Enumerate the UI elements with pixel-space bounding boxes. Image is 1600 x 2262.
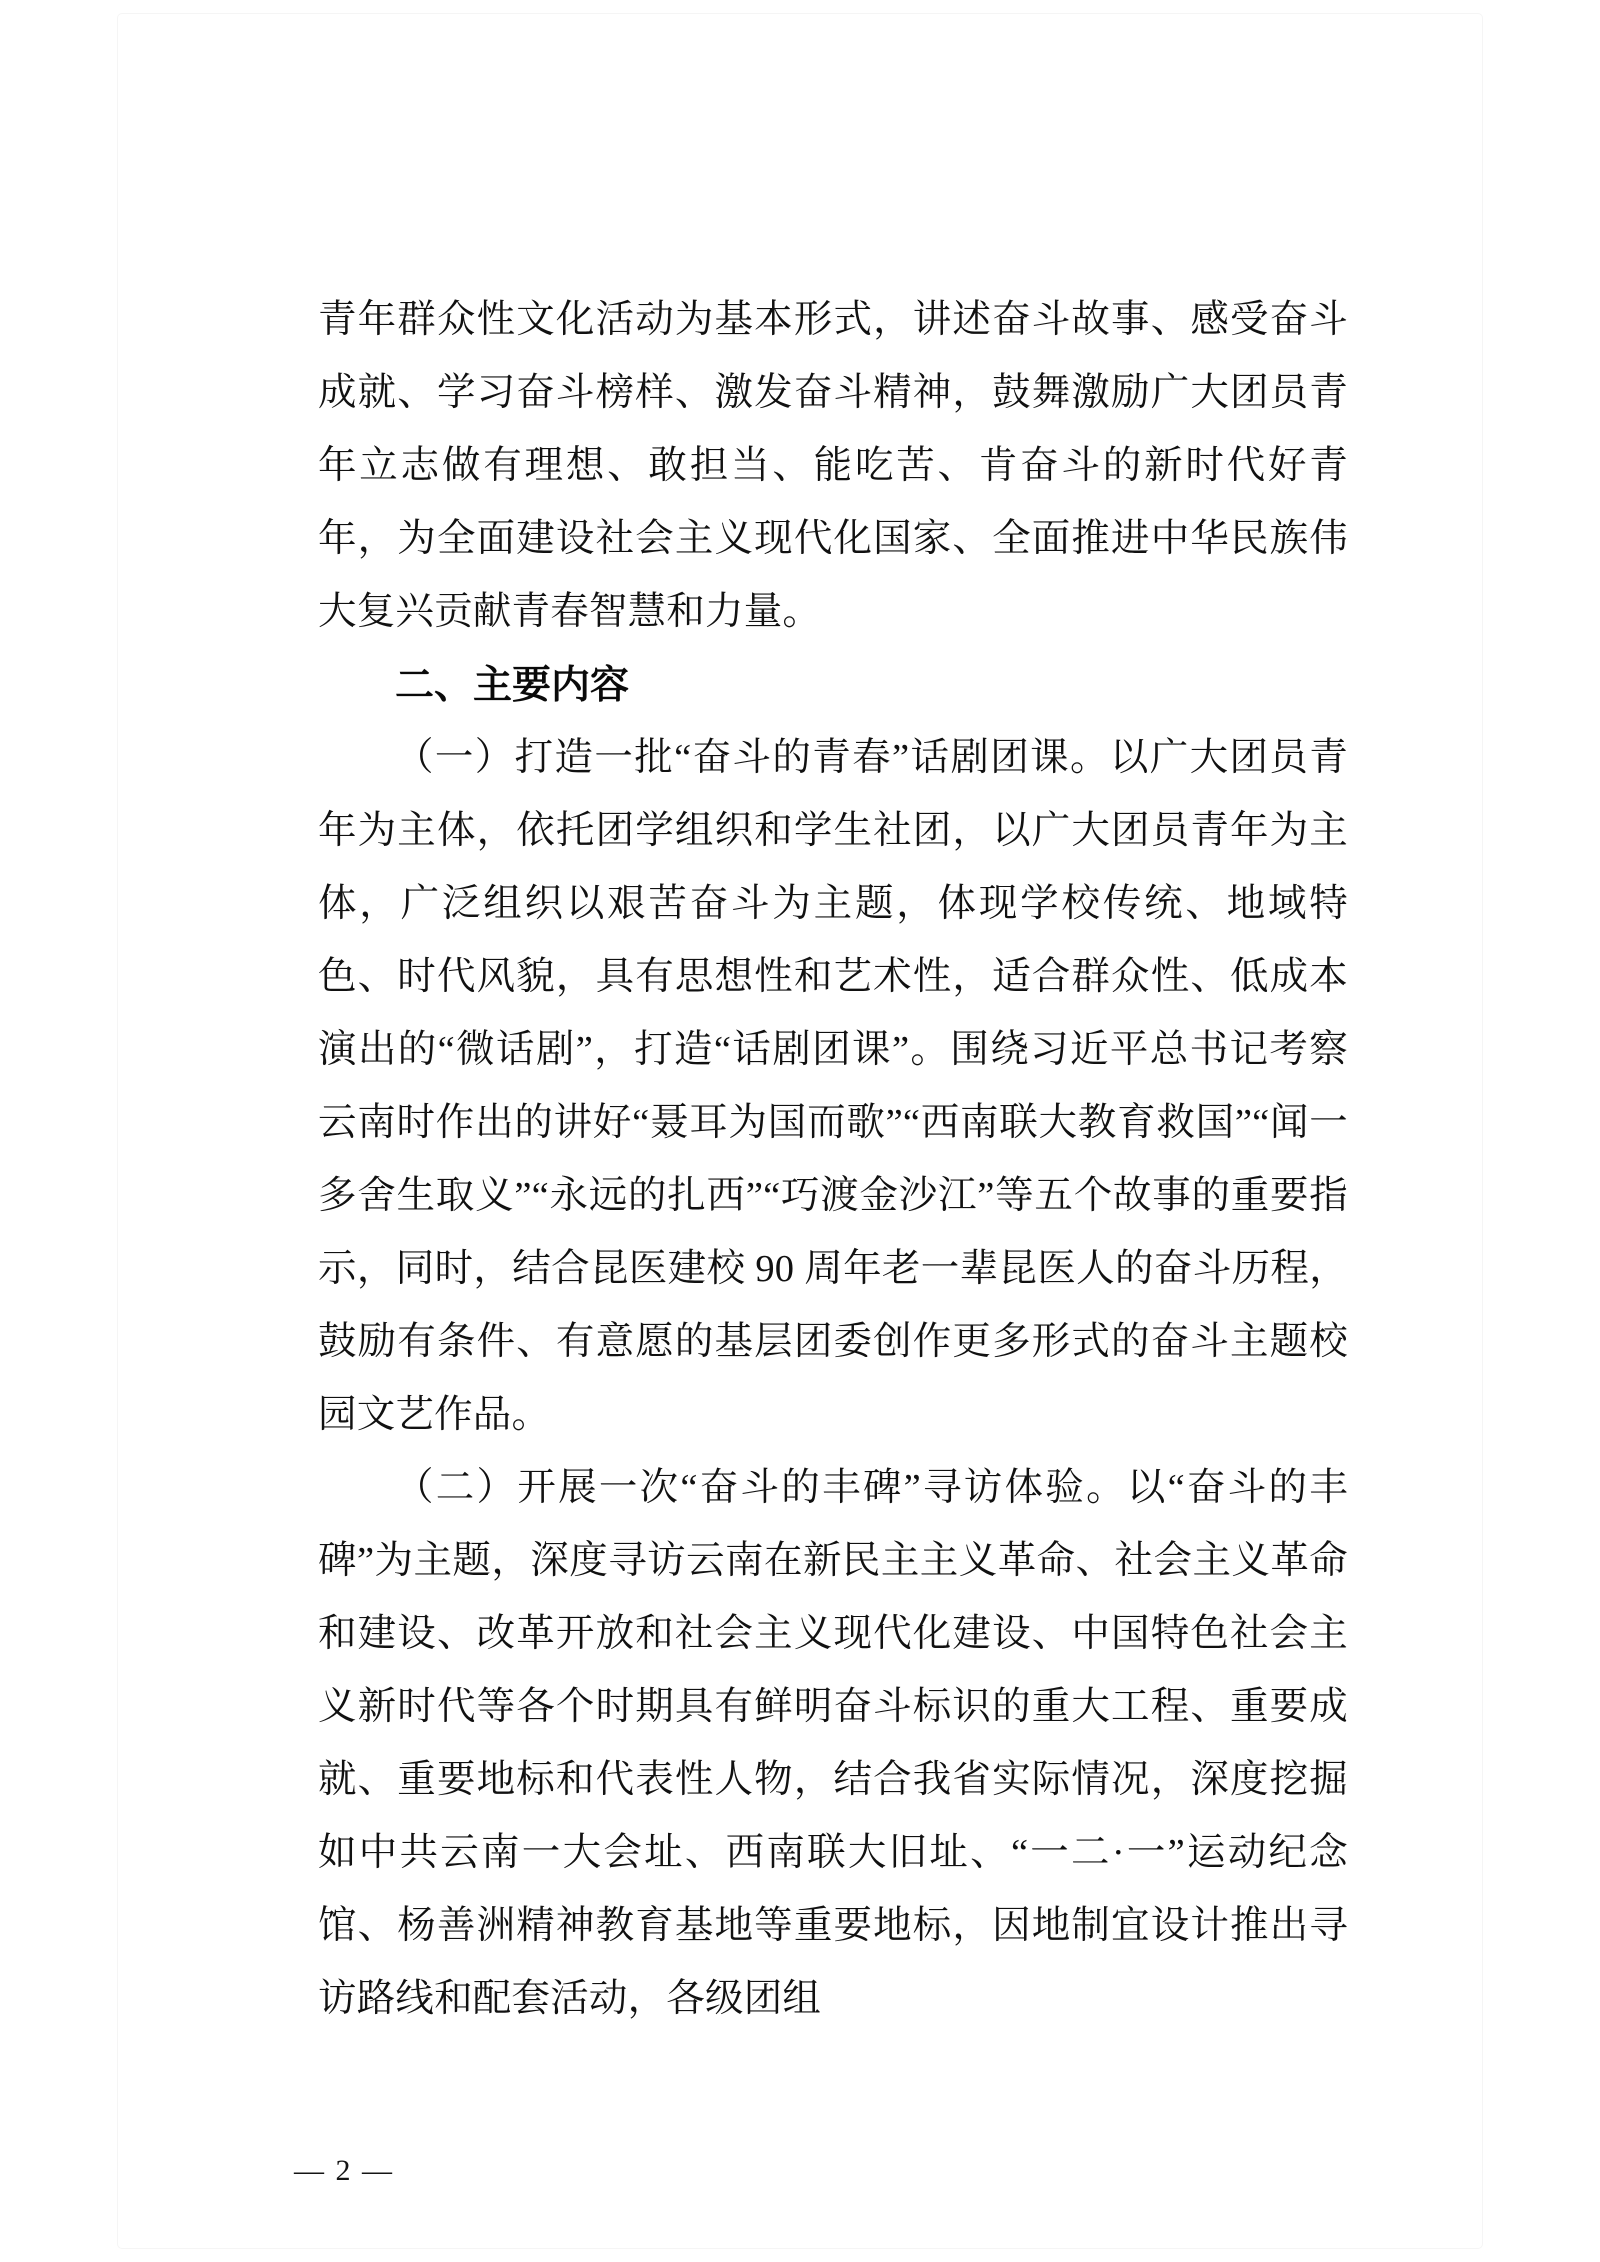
- page-number: — 2 —: [294, 2154, 394, 2187]
- paragraph-item-one: （一）打造一批“奋斗的青春”话剧团课。以广大团员青年为主体，依托团学组织和学生社团，以广大团员青年为主体，广泛组织以艰苦奋斗为主题，体现学校传统、地域特色、时代风貌，具有思想性和艺术性，适合群众性、低成本演出的“微话剧”，打造“话剧团课”。围绕习近平总书记考察云南时作出的讲好“聂耳为国而歌”“西南联大教育救国”“闻一多舍生取义”“永远的扎西”“巧渡金沙江”等五个故事的重要指示，同时，结合昆医建校 90 周年老一辈昆医人的奋斗历程，鼓励有条件、有意愿的基层团委创作更多形式的奋斗主题校园文艺作品。: [318, 737, 1348, 1436]
- section-heading-main-content: 二、主要内容: [395, 664, 630, 707]
- page-sheet: [118, 14, 1482, 2248]
- document-body: [318, 284, 1348, 2036]
- paragraph-item-two: （二）开展一次“奋斗的丰碑”寻访体验。以“奋斗的丰碑”为主题，深度寻访云南在新民主主义革命、社会主义革命和建设、改革开放和社会主义现代化建设、中国特色社会主义新时代等各个时期具有鲜明奋斗标识的重大工程、重要成就、重要地标和代表性人物，结合我省实际情况，深度挖掘如中共云南一大会址、西南联大旧址、“一二·一”运动纪念馆、杨善洲精神教育基地等重要地标，因地制宜设计推出寻访路线和配套活动，各级团组: [318, 1467, 1348, 2020]
- paragraph-continuation: 青年群众性文化活动为基本形式，讲述奋斗故事、感受奋斗成就、学习奋斗榜样、激发奋斗精神，鼓舞激励广大团员青年立志做有理想、敢担当、能吃苦、肯奋斗的新时代好青年，为全面建设社会主义现代化国家、全面推进中华民族伟大复兴贡献青春智慧和力量。: [318, 299, 1348, 633]
